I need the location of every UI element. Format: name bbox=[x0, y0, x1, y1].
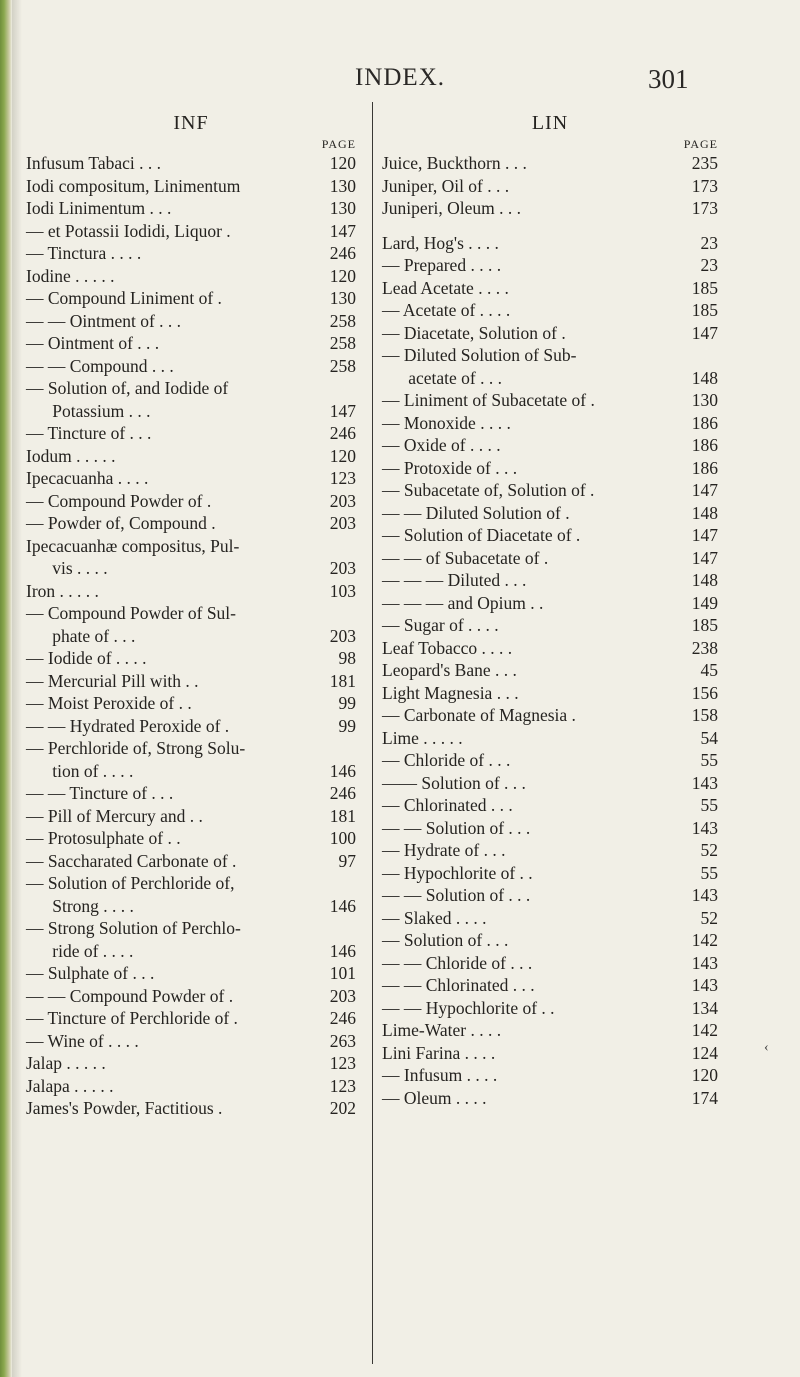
entry-term: — Iodide of . . . . bbox=[26, 648, 147, 668]
index-entry bbox=[26, 805, 356, 828]
index-entry bbox=[26, 242, 356, 265]
index-entry bbox=[26, 692, 356, 715]
entry-page: 203 bbox=[329, 513, 356, 533]
entry-term: — Hypochlorite of . . bbox=[382, 862, 533, 883]
entry-page: 173 bbox=[691, 198, 718, 218]
entry-term: — Powder of, Compound . bbox=[26, 513, 216, 533]
entry-page: 130 bbox=[329, 198, 356, 218]
entry-term: Ipecacuanhæ compositus, Pul- bbox=[26, 535, 240, 556]
entry-term: Infusum Tabaci . . . bbox=[26, 153, 162, 173]
index-entry bbox=[382, 412, 718, 435]
entry-term: — Solution of . . . bbox=[382, 930, 509, 950]
entry-page: 246 bbox=[329, 1008, 356, 1028]
index-entry bbox=[382, 929, 718, 952]
index-entry bbox=[382, 344, 718, 367]
entry-term: Lard, Hog's . . . . bbox=[382, 232, 499, 253]
entry-term: — Diluted Solution of Sub- bbox=[382, 345, 577, 365]
entry-page: 52 bbox=[700, 840, 718, 860]
entry-page: 148 bbox=[691, 502, 718, 523]
entry-term: — Acetate of . . . . bbox=[382, 300, 511, 320]
entry-page: 146 bbox=[329, 940, 356, 961]
entry-term: — — Compound . . . bbox=[26, 355, 174, 376]
entry-term: — — Hydrated Peroxide of . bbox=[26, 715, 230, 736]
entry-page: 246 bbox=[329, 423, 356, 443]
entry-term: — — Compound Powder of . bbox=[26, 985, 234, 1006]
entry-term: Jalapa . . . . . bbox=[26, 1075, 114, 1096]
entry-page: 143 bbox=[691, 817, 718, 838]
entry-term: — Wine of . . . . bbox=[26, 1030, 139, 1051]
entry-term: Iodum . . . . . bbox=[26, 445, 116, 466]
entry-term: Lead Acetate . . . . bbox=[382, 277, 509, 298]
index-entry bbox=[26, 467, 356, 490]
entry-page: 246 bbox=[329, 783, 356, 803]
entry-term: — Oxide of . . . . bbox=[382, 435, 501, 455]
entry-page: 146 bbox=[329, 760, 356, 781]
entry-page: 235 bbox=[691, 153, 718, 173]
entry-term: ride of . . . . bbox=[26, 940, 134, 961]
book-binding-edge bbox=[0, 0, 12, 1377]
entry-term: acetate of . . . bbox=[382, 367, 503, 388]
entry-term: — Tinctura . . . . bbox=[26, 243, 142, 263]
entry-page: 185 bbox=[691, 300, 718, 320]
entry-term: Juniper, Oil of . . . bbox=[382, 175, 510, 196]
entry-term: — Hydrate of . . . bbox=[382, 840, 506, 860]
entry-page: 185 bbox=[691, 615, 718, 635]
index-entry bbox=[26, 400, 356, 423]
index-entry bbox=[26, 760, 356, 783]
entry-page: 123 bbox=[329, 1053, 356, 1073]
entry-term: — Compound Liniment of . bbox=[26, 288, 222, 308]
entry-term: — Chlorinated . . . bbox=[382, 795, 513, 815]
column-divider bbox=[372, 102, 373, 1364]
index-entry bbox=[382, 907, 718, 930]
entry-term: — — Chlorinated . . . bbox=[382, 975, 535, 995]
entry-page: 246 bbox=[329, 243, 356, 263]
entry-page: 181 bbox=[329, 805, 356, 826]
entry-term: — Strong Solution of Perchlo- bbox=[26, 918, 241, 938]
entry-page: 148 bbox=[691, 367, 718, 388]
left-page-label: PAGE bbox=[321, 137, 356, 151]
entry-term: — Infusum . . . . bbox=[382, 1065, 498, 1085]
index-entry bbox=[382, 277, 718, 300]
entry-term: Iodi Linimentum . . . bbox=[26, 198, 172, 218]
index-entry bbox=[382, 434, 718, 457]
entry-page: 173 bbox=[691, 175, 718, 196]
entry-page: 120 bbox=[329, 153, 356, 173]
index-entry bbox=[382, 1042, 718, 1065]
index-entry bbox=[382, 704, 718, 727]
index-entry bbox=[26, 512, 356, 535]
left-entry-list bbox=[26, 152, 356, 1120]
entry-page: 120 bbox=[691, 1065, 718, 1085]
entry-term: Lime-Water . . . . bbox=[382, 1020, 502, 1040]
index-entry bbox=[382, 592, 718, 615]
entry-term: — Compound Powder of . bbox=[26, 490, 212, 511]
index-entry bbox=[26, 850, 356, 873]
index-entry bbox=[382, 502, 718, 525]
entry-term: — — of Subacetate of . bbox=[382, 547, 549, 568]
entry-term: phate of . . . bbox=[26, 625, 136, 646]
index-entry bbox=[382, 175, 718, 198]
entry-page: 147 bbox=[691, 525, 718, 545]
index-entry bbox=[382, 862, 718, 885]
index-entry bbox=[26, 197, 356, 220]
entry-term: Juice, Buckthorn . . . bbox=[382, 153, 527, 173]
entry-term: — Chloride of . . . bbox=[382, 750, 511, 770]
entry-term: tion of . . . . bbox=[26, 760, 134, 781]
entry-page: 147 bbox=[691, 322, 718, 343]
entry-page: 149 bbox=[691, 592, 718, 613]
entry-page: 143 bbox=[691, 975, 718, 995]
entry-page: 100 bbox=[329, 828, 356, 848]
index-entry bbox=[26, 670, 356, 693]
entry-page: 123 bbox=[329, 468, 356, 488]
index-entry bbox=[26, 917, 356, 940]
index-entry bbox=[382, 152, 718, 175]
entry-page: 54 bbox=[700, 727, 718, 748]
entry-page: 258 bbox=[329, 310, 356, 331]
entry-term: Iodine . . . . . bbox=[26, 265, 115, 286]
entry-term: Ipecacuanha . . . . bbox=[26, 468, 149, 488]
entry-page: 147 bbox=[691, 547, 718, 568]
entry-term: Strong . . . . bbox=[26, 895, 134, 916]
entry-term: — — — Diluted . . . bbox=[382, 570, 527, 590]
running-title: INDEX. bbox=[354, 64, 445, 91]
entry-term: — Ointment of . . . bbox=[26, 333, 160, 353]
index-entry bbox=[26, 175, 356, 198]
index-entry bbox=[382, 254, 718, 277]
entry-term: — — Chloride of . . . bbox=[382, 952, 533, 973]
index-entry bbox=[26, 985, 356, 1008]
index-entry bbox=[26, 422, 356, 445]
right-entry-list bbox=[382, 152, 718, 1109]
index-entry bbox=[382, 457, 718, 480]
index-entry bbox=[26, 265, 356, 288]
entry-term: — — Tincture of . . . bbox=[26, 783, 174, 803]
entry-page: 130 bbox=[691, 390, 718, 410]
index-entry bbox=[382, 479, 718, 502]
entry-term: Jalap . . . . . bbox=[26, 1053, 106, 1073]
entry-term: — Sugar of . . . . bbox=[382, 615, 499, 635]
entry-term: — Slaked . . . . bbox=[382, 907, 487, 928]
index-entry bbox=[382, 389, 718, 412]
index-entry bbox=[26, 332, 356, 355]
entry-term: — Pill of Mercury and . . bbox=[26, 805, 203, 826]
index-entry bbox=[382, 682, 718, 705]
entry-page: 203 bbox=[329, 985, 356, 1006]
entry-term: — Mercurial Pill with . . bbox=[26, 670, 199, 691]
entry-page: 55 bbox=[700, 795, 718, 815]
entry-page: 120 bbox=[329, 265, 356, 286]
entry-term: — — Ointment of . . . bbox=[26, 310, 182, 331]
entry-term: — Monoxide . . . . bbox=[382, 412, 511, 433]
entry-term: — Prepared . . . . bbox=[382, 255, 502, 275]
right-column bbox=[382, 110, 718, 1109]
index-entry bbox=[382, 1019, 718, 1042]
entry-term: — — Diluted Solution of . bbox=[382, 502, 570, 523]
entry-page: 52 bbox=[700, 907, 718, 928]
index-entry bbox=[26, 1007, 356, 1030]
index-entry bbox=[26, 782, 356, 805]
entry-term: — Saccharated Carbonate of . bbox=[26, 850, 237, 871]
index-entry bbox=[26, 1052, 356, 1075]
entry-page: 143 bbox=[691, 952, 718, 973]
index-entry bbox=[26, 580, 356, 603]
entry-page: 258 bbox=[329, 333, 356, 353]
entry-page: 130 bbox=[329, 288, 356, 308]
gutter-shadow bbox=[12, 0, 22, 1377]
index-entry bbox=[26, 940, 356, 963]
index-entry bbox=[382, 884, 718, 907]
index-entry bbox=[26, 872, 356, 895]
index-entry bbox=[26, 1097, 356, 1120]
entry-term: Leopard's Bane . . . bbox=[382, 660, 517, 680]
index-entry bbox=[382, 524, 718, 547]
entry-page: 181 bbox=[329, 670, 356, 691]
entry-term: Light Magnesia . . . bbox=[382, 682, 519, 703]
entry-term: Iron . . . . . bbox=[26, 580, 99, 601]
entry-term: Potassium . . . bbox=[26, 400, 151, 421]
entry-page: 143 bbox=[691, 772, 718, 793]
entry-term: — Diacetate, Solution of . bbox=[382, 322, 566, 343]
index-entry bbox=[382, 547, 718, 570]
right-page-label: PAGE bbox=[683, 137, 718, 151]
entry-term: — — Hypochlorite of . . bbox=[382, 997, 555, 1018]
entry-term: Lime . . . . . bbox=[382, 727, 463, 748]
page-number: 301 bbox=[648, 64, 689, 94]
index-entry bbox=[382, 232, 718, 255]
entry-page: 186 bbox=[691, 435, 718, 455]
index-entry bbox=[26, 715, 356, 738]
entry-page: 98 bbox=[338, 648, 356, 668]
entry-page: 203 bbox=[329, 490, 356, 511]
index-entry bbox=[382, 817, 718, 840]
entry-page: 130 bbox=[329, 175, 356, 196]
entry-term: — Tincture of . . . bbox=[26, 423, 152, 443]
entry-term: — Moist Peroxide of . . bbox=[26, 693, 192, 713]
entry-term: — Protosulphate of . . bbox=[26, 828, 181, 848]
index-entry bbox=[26, 737, 356, 760]
index-entry bbox=[382, 569, 718, 592]
entry-page: 103 bbox=[329, 580, 356, 601]
index-entry bbox=[26, 647, 356, 670]
index-entry bbox=[26, 220, 356, 243]
entry-page: 148 bbox=[691, 570, 718, 590]
index-entry bbox=[26, 355, 356, 378]
margin-mark: ‹ bbox=[764, 1040, 769, 1055]
entry-term: — et Potassii Iodidi, Liquor . bbox=[26, 220, 231, 241]
left-column-heading: INF bbox=[173, 112, 209, 134]
entry-page: 147 bbox=[691, 480, 718, 500]
index-entry bbox=[382, 749, 718, 772]
entry-page: 258 bbox=[329, 355, 356, 376]
index-entry bbox=[26, 445, 356, 468]
left-column bbox=[26, 110, 356, 1120]
entry-page: 185 bbox=[691, 277, 718, 298]
entry-page: 55 bbox=[700, 862, 718, 883]
index-entry bbox=[26, 962, 356, 985]
entry-term: — Sulphate of . . . bbox=[26, 963, 155, 983]
entry-page: 120 bbox=[329, 445, 356, 466]
index-entry bbox=[382, 1064, 718, 1087]
index-entry bbox=[26, 895, 356, 918]
entry-term: — — Solution of . . . bbox=[382, 817, 531, 838]
entry-page: 203 bbox=[329, 558, 356, 578]
index-entry bbox=[382, 1087, 718, 1110]
index-entry bbox=[26, 490, 356, 513]
index-entry bbox=[382, 952, 718, 975]
entry-page: 202 bbox=[329, 1098, 356, 1118]
entry-term: — Perchloride of, Strong Solu- bbox=[26, 738, 246, 758]
entry-page: 156 bbox=[691, 682, 718, 703]
index-entry bbox=[26, 1030, 356, 1053]
entry-term: Juniperi, Oleum . . . bbox=[382, 198, 522, 218]
index-entry bbox=[382, 839, 718, 862]
index-entry bbox=[26, 557, 356, 580]
index-entry bbox=[26, 377, 356, 400]
entry-page: 174 bbox=[691, 1087, 718, 1108]
index-entry bbox=[382, 322, 718, 345]
entry-page: 124 bbox=[691, 1042, 718, 1063]
right-column-heading: LIN bbox=[531, 112, 569, 134]
index-entry bbox=[382, 614, 718, 637]
entry-term: — Solution of, and Iodide of bbox=[26, 378, 229, 398]
entry-page: 55 bbox=[700, 750, 718, 770]
entry-term: — Carbonate of Magnesia . bbox=[382, 705, 576, 725]
entry-page: 146 bbox=[329, 895, 356, 916]
entry-page: 123 bbox=[329, 1075, 356, 1096]
entry-page: 97 bbox=[338, 850, 356, 871]
entry-page: 147 bbox=[329, 220, 356, 241]
entry-term: — Solution of Perchloride of, bbox=[26, 873, 235, 893]
index-entry bbox=[382, 299, 718, 322]
entry-term: — Subacetate of, Solution of . bbox=[382, 480, 595, 500]
entry-term: — Liniment of Subacetate of . bbox=[382, 390, 595, 410]
entry-term: — Oleum . . . . bbox=[382, 1087, 487, 1108]
entry-page: 45 bbox=[700, 660, 718, 680]
entry-term: Leaf Tobacco . . . . bbox=[382, 637, 513, 658]
entry-page: 186 bbox=[691, 412, 718, 433]
index-entry bbox=[26, 625, 356, 648]
entry-page: 142 bbox=[691, 930, 718, 950]
entry-term: — Tincture of Perchloride of . bbox=[26, 1008, 238, 1028]
entry-page: 147 bbox=[329, 400, 356, 421]
index-entry bbox=[26, 535, 356, 558]
entry-term: James's Powder, Factitious . bbox=[26, 1098, 223, 1118]
entry-page: 186 bbox=[691, 457, 718, 478]
entry-page: 203 bbox=[329, 625, 356, 646]
index-entry bbox=[26, 287, 356, 310]
entry-term: — — — and Opium . . bbox=[382, 592, 544, 613]
entry-term: — — Solution of . . . bbox=[382, 885, 531, 905]
entry-term: Iodi compositum, Linimentum bbox=[26, 175, 241, 196]
entry-term: — Compound Powder of Sul- bbox=[26, 603, 236, 623]
entry-page: 142 bbox=[691, 1020, 718, 1040]
index-entry bbox=[382, 727, 718, 750]
entry-page: 134 bbox=[691, 997, 718, 1018]
entry-page: 263 bbox=[329, 1030, 356, 1051]
index-entry bbox=[26, 152, 356, 175]
entry-term: —— Solution of . . . bbox=[382, 772, 526, 793]
entry-page: 99 bbox=[338, 693, 356, 713]
index-entry bbox=[382, 772, 718, 795]
entry-term: — Solution of Diacetate of . bbox=[382, 525, 581, 545]
index-entry bbox=[382, 197, 718, 220]
entry-term: — Protoxide of . . . bbox=[382, 457, 518, 478]
index-entry bbox=[26, 602, 356, 625]
entry-page: 23 bbox=[700, 232, 718, 253]
entry-term: Lini Farina . . . . bbox=[382, 1042, 496, 1063]
entry-term: vis . . . . bbox=[26, 558, 108, 578]
index-entry bbox=[26, 1075, 356, 1098]
index-entry bbox=[382, 367, 718, 390]
entry-page: 101 bbox=[329, 963, 356, 983]
index-entry bbox=[382, 974, 718, 997]
entry-page: 23 bbox=[700, 255, 718, 275]
entry-page: 158 bbox=[691, 705, 718, 725]
index-entry bbox=[382, 794, 718, 817]
entry-page: 238 bbox=[691, 637, 718, 658]
index-entry bbox=[26, 827, 356, 850]
index-entry bbox=[26, 310, 356, 333]
index-entry bbox=[382, 997, 718, 1020]
index-entry bbox=[382, 637, 718, 660]
entry-page: 99 bbox=[338, 715, 356, 736]
index-entry bbox=[382, 659, 718, 682]
entry-page: 143 bbox=[691, 885, 718, 905]
